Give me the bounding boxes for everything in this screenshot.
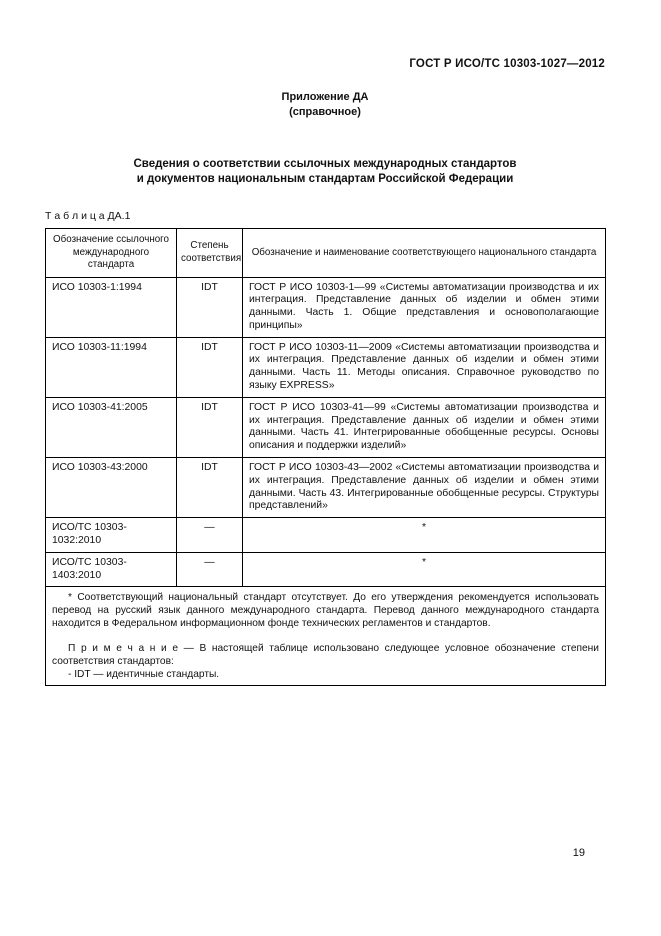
reference-standard-cell: ИСО 10303-41:2005: [46, 397, 177, 457]
header-degree: Степень соответствия: [177, 229, 243, 278]
table-row: [46, 277, 606, 337]
reference-standard-cell: ИСО 10303-1:1994: [46, 277, 177, 337]
degree-cell: —: [177, 518, 243, 553]
footnote-text: * Соответствующий национальный стандарт отсутствует. До его утверждения рекомендуется использовать перевод на русский язык данного международного стандарта. Перевод данного международного стандарта находится в Федеральном информационном фонде технических регламентов и стандартов.: [52, 592, 599, 630]
table-row: [46, 518, 606, 553]
national-standard-cell: *: [243, 552, 606, 587]
table-row: [46, 552, 606, 587]
annex-subtitle: (справочное): [289, 106, 361, 118]
table-caption: Т а б л и ц а ДА.1: [45, 210, 131, 222]
degree-cell: IDT: [177, 337, 243, 397]
note-item-idt: - IDT — идентичные стандарты.: [68, 669, 220, 681]
reference-standard-cell: ИСО/ТС 10303-1032:2010: [46, 518, 177, 553]
section-title-line2: и документов национальным стандартам Российской Федерации: [136, 173, 514, 185]
annex-title: Приложение ДА: [281, 91, 369, 103]
reference-standard-cell: ИСО/ТС 10303-1403:2010: [46, 552, 177, 587]
national-standard-cell: ГОСТ Р ИСО 10303-11—2009 «Системы автоматизации производства и их интеграция. Представление данных об изделии и обмен этими данными. Часть 11. Методы описания. Справочное руководство по языку EXPRESS»: [243, 337, 606, 397]
reference-standard-cell: ИСО 10303-11:1994: [46, 337, 177, 397]
national-standard-cell: *: [243, 518, 606, 553]
table-footer-row: [46, 587, 606, 686]
table-footer-cell: [46, 587, 606, 686]
annex-heading: [45, 90, 605, 120]
header-reference-standard: Обозначение ссылочного международного стандарта: [46, 229, 177, 278]
national-standard-cell: ГОСТ Р ИСО 10303-1—99 «Системы автоматизации производства и их интеграция. Представление данных об изделии и обмен этими данными. Часть 1. Общие представления и основополагающие принципы»: [243, 277, 606, 337]
table-row: [46, 337, 606, 397]
page-number: 19: [572, 847, 585, 859]
table-row: [46, 397, 606, 457]
national-standard-cell: ГОСТ Р ИСО 10303-41—99 «Системы автоматизации производства и их интеграция. Представление данных об изделии и обмен этими данными. Часть 41. Интегрированные обобщенные ресурсы. Основы описания и поддержки изделий»: [243, 397, 606, 457]
degree-cell: IDT: [177, 397, 243, 457]
section-title: [45, 157, 605, 187]
degree-cell: IDT: [177, 458, 243, 518]
table-header-row: [46, 229, 606, 278]
correspondence-table: [45, 228, 606, 686]
header-national-standard: Обозначение и наименование соответствующего национального стандарта: [243, 229, 606, 278]
degree-cell: IDT: [177, 277, 243, 337]
national-standard-cell: ГОСТ Р ИСО 10303-43—2002 «Системы автоматизации производства и их интеграция. Представление данных об изделии и обмен этими данными. Часть 43. Интегрированные обобщенные ресурсы. Структуры представлений»: [243, 458, 606, 518]
reference-standard-cell: ИСО 10303-43:2000: [46, 458, 177, 518]
table-row: [46, 458, 606, 518]
document-code: ГОСТ Р ИСО/ТС 10303-1027—2012: [409, 58, 605, 70]
note-text: П р и м е ч а н и е — В настоящей таблице использовано следующее условное обозначение степени соответствия стандартов:: [52, 643, 599, 668]
degree-cell: —: [177, 552, 243, 587]
section-title-line1: Сведения о соответствии ссылочных международных стандартов: [133, 158, 517, 170]
